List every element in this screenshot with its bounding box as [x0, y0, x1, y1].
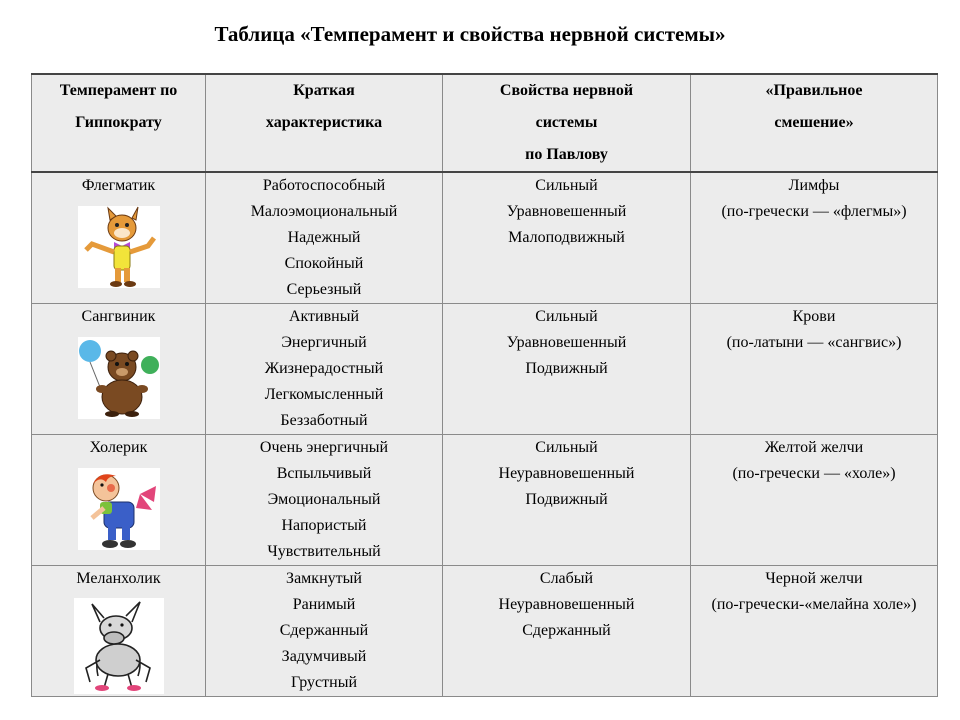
trait: Малоэмоциональный — [250, 203, 398, 220]
header-temperament-line: Темперамент по — [59, 82, 178, 99]
header-temperament — [32, 74, 206, 172]
trait: Жизнерадостный — [264, 360, 384, 377]
mixture-cell — [691, 172, 938, 304]
header-nervous-line: системы — [535, 114, 598, 131]
page-title: Таблица «Темперамент и свойства нервной системы» — [214, 22, 726, 46]
mixture-line: Черной желчи — [765, 570, 863, 587]
trait: Вспыльчивый — [276, 465, 372, 482]
trait: Эмоциональный — [267, 491, 381, 508]
trait: Очень энергичный — [259, 439, 389, 456]
temperament-name: Холерик — [89, 439, 148, 456]
trait: Сдержанный — [279, 622, 369, 639]
nervous-cell — [443, 435, 691, 566]
nervous-property: Уравновешенный — [506, 334, 627, 351]
header-mixture-line: смешение» — [774, 114, 854, 131]
nervous-property: Малоподвижный — [508, 229, 625, 246]
trait: Активный — [288, 308, 360, 325]
nervous-cell — [443, 566, 691, 697]
header-mixture-line: «Правильное — [765, 82, 863, 99]
traits-cell — [206, 172, 443, 304]
temperament-name: Флегматик — [81, 177, 156, 194]
mixture-line: Крови — [792, 308, 836, 325]
header-characteristic — [206, 74, 443, 172]
mixture-cell — [691, 304, 938, 435]
trait: Чувствительный — [267, 543, 381, 560]
nervous-property: Сильный — [535, 177, 598, 194]
temperament-cell — [32, 304, 206, 435]
temperament-cell — [32, 566, 206, 697]
mixture-line: Желтой желчи — [764, 439, 864, 456]
nervous-property: Неуравновешенный — [498, 465, 635, 482]
trait: Задумчивый — [281, 648, 367, 665]
cat-cartoon-image — [78, 206, 160, 288]
table-row — [32, 304, 938, 435]
temperament-cell — [32, 435, 206, 566]
temperament-name: Меланхолик — [76, 570, 161, 587]
trait: Ранимый — [292, 596, 356, 613]
nervous-property: Сдержанный — [522, 622, 611, 639]
trait: Замкнутый — [286, 570, 362, 587]
nervous-property: Уравновешенный — [506, 203, 627, 220]
temperament-table — [31, 73, 938, 697]
table-row — [32, 566, 938, 697]
mixture-line: (по-гречески — «флегмы») — [721, 203, 907, 220]
nervous-cell — [443, 172, 691, 304]
trait: Серьезный — [286, 281, 362, 298]
header-nervous-line: Свойства нервной — [499, 82, 634, 99]
header-mixture — [691, 74, 938, 172]
header-row — [32, 74, 938, 172]
trait: Беззаботный — [280, 412, 368, 429]
boy-with-propeller-image — [78, 468, 160, 550]
trait: Энергичный — [281, 334, 367, 351]
traits-cell — [206, 304, 443, 435]
trait: Напористый — [281, 517, 367, 534]
header-nervous-system — [443, 74, 691, 172]
trait: Работоспособный — [262, 177, 386, 194]
table-row — [32, 172, 938, 304]
table-row — [32, 435, 938, 566]
nervous-cell — [443, 304, 691, 435]
traits-cell — [206, 435, 443, 566]
nervous-property: Сильный — [535, 308, 598, 325]
header-nervous-line: по Павлову — [525, 146, 608, 163]
header-characteristic-line: Краткая — [293, 82, 355, 99]
trait: Легкомысленный — [264, 386, 384, 403]
traits-cell — [206, 566, 443, 697]
header-temperament-line: Гиппократу — [75, 114, 162, 131]
nervous-property: Подвижный — [525, 491, 608, 508]
nervous-property: Слабый — [539, 570, 594, 587]
header-characteristic-line: характеристика — [265, 114, 383, 131]
trait: Надежный — [287, 229, 361, 246]
mixture-line: Лимфы — [788, 177, 840, 194]
nervous-property: Подвижный — [525, 360, 608, 377]
mixture-line: (по-латыни — «сангвис») — [726, 334, 902, 351]
donkey-sketch-image — [74, 598, 164, 694]
mixture-line: (по-гречески-«мелайна холе») — [711, 596, 917, 613]
trait: Грустный — [291, 674, 357, 691]
mixture-cell — [691, 566, 938, 697]
nervous-property: Неуравновешенный — [498, 596, 635, 613]
temperament-name: Сангвиник — [81, 308, 156, 325]
bear-with-balloon-image — [78, 337, 160, 419]
temperament-cell — [32, 172, 206, 304]
trait: Спокойный — [284, 255, 364, 272]
mixture-line: (по-гречески — «холе») — [732, 465, 896, 482]
mixture-cell — [691, 435, 938, 566]
nervous-property: Сильный — [535, 439, 598, 456]
